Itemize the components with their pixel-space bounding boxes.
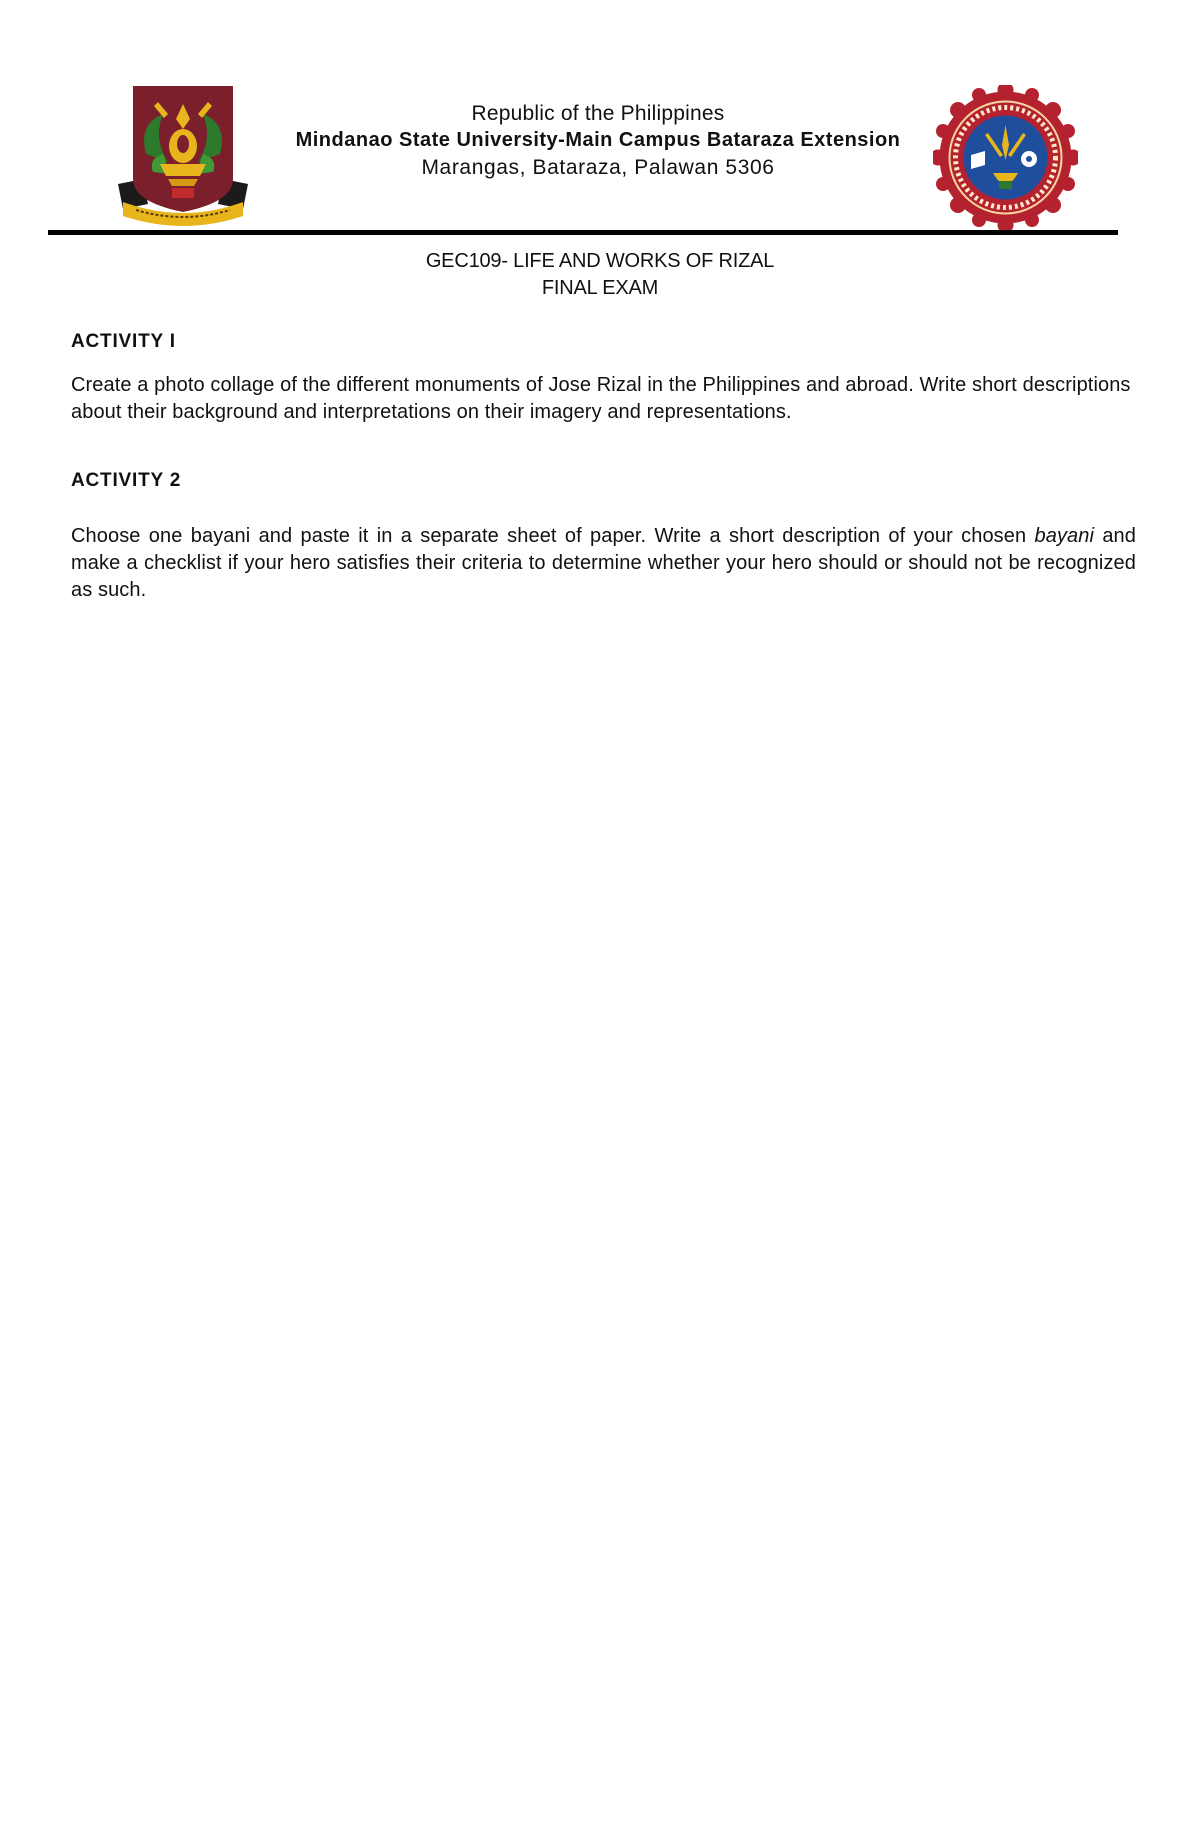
- activity-2-instructions: [71, 523, 1136, 604]
- activity-1-instructions: Create a photo collage of the different monuments of Jose Rizal in the Philippines and abroad. Write short descriptions about their background and interpretations on their imagery and representations.: [71, 374, 1131, 423]
- course-title: GEC109- LIFE AND WORKS OF RIZAL: [425, 250, 775, 272]
- activity-2: [71, 469, 1136, 604]
- exam-type: FINAL EXAM: [541, 277, 659, 299]
- activity-2-text-end: and make a checklist if your hero satisfies their criteria to determine whether your hero should or should not be recognized as such.: [71, 525, 1136, 601]
- exam-title: [200, 248, 1000, 302]
- letterhead-text: [248, 100, 948, 181]
- country-name: Republic of the Philippines: [471, 102, 725, 125]
- activity-2-emphasis: bayani: [1034, 525, 1095, 547]
- letterhead-divider: [48, 230, 1118, 235]
- university-crest-logo: [108, 84, 258, 229]
- activity-1-heading: ACTIVITY I: [71, 331, 176, 352]
- msu-seal-logo: [933, 85, 1078, 230]
- institution-name: Mindanao State University-Main Campus Bataraza Extension: [295, 129, 901, 151]
- letterhead: [48, 80, 1118, 230]
- activity-1: [71, 330, 1136, 426]
- institution-address: Marangas, Bataraza, Palawan 5306: [421, 156, 775, 179]
- activity-2-heading: ACTIVITY 2: [71, 470, 182, 491]
- activity-2-text-start: Choose one bayani and paste it in a separate sheet of paper. Write a short description of your chosen: [71, 525, 1035, 547]
